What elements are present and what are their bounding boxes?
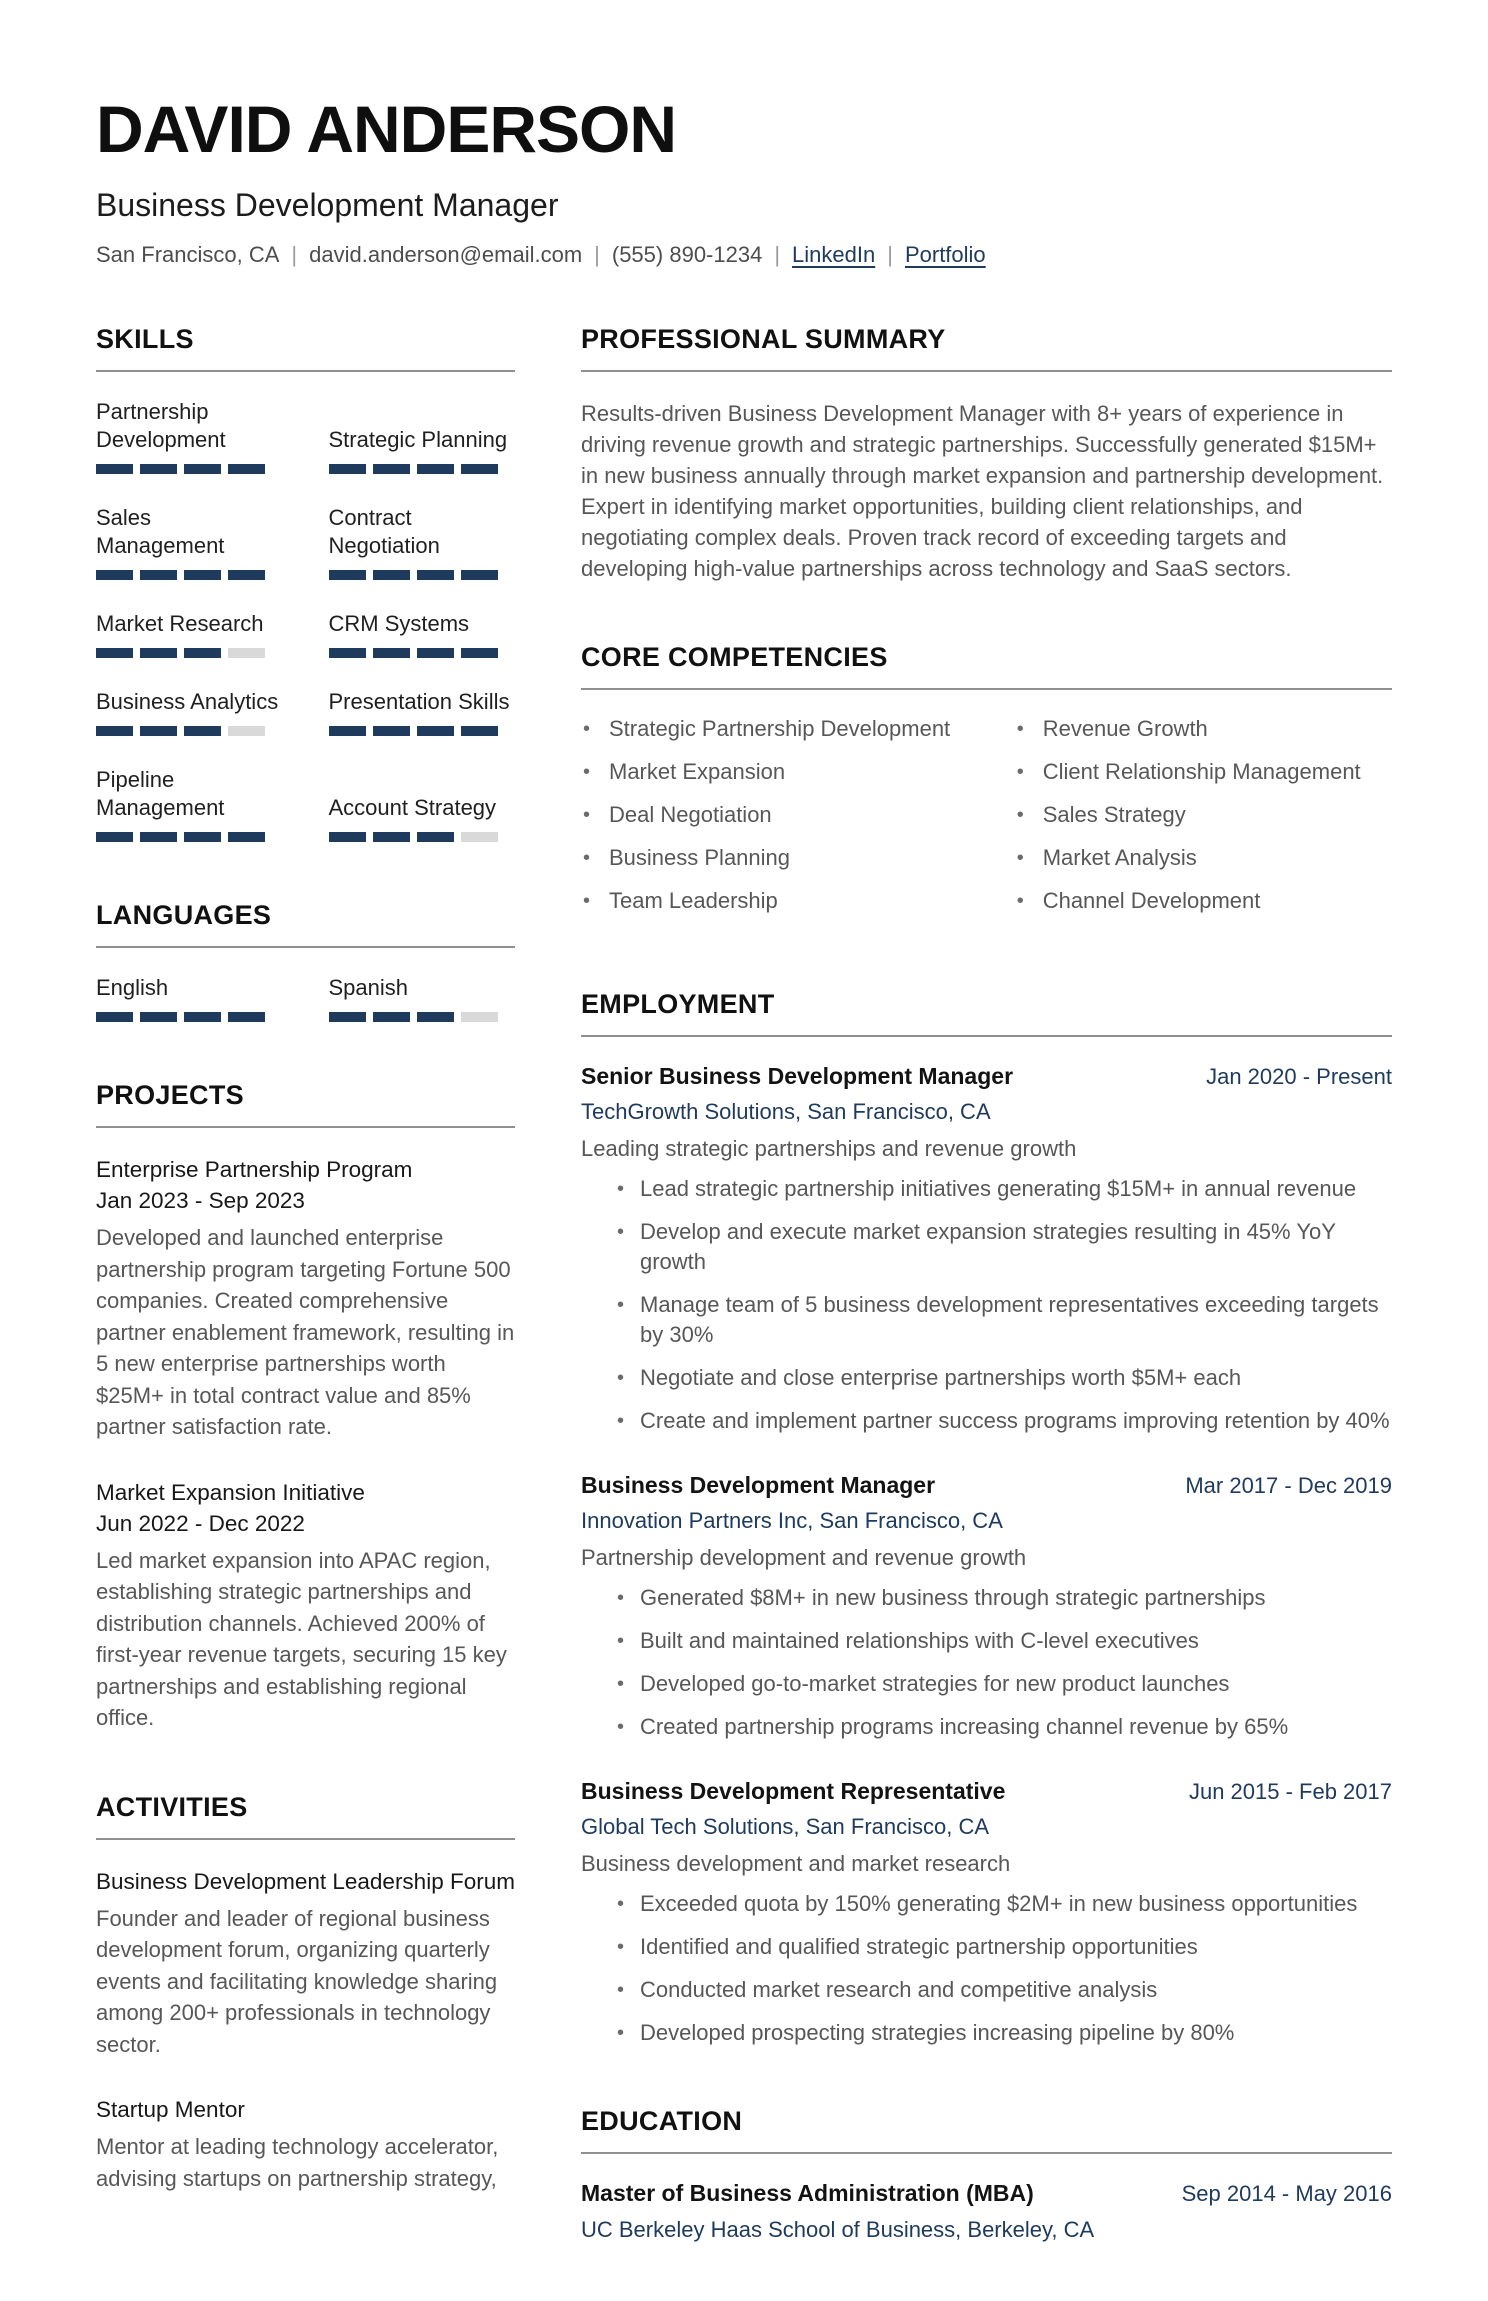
bar-segment-filled [96, 464, 133, 474]
bar-segment-filled [329, 570, 366, 580]
bar-segment-filled [184, 832, 221, 842]
bar-segment-empty [228, 726, 265, 736]
job-bullet: • Identified and qualified strategic partnership opportunities [581, 1932, 1392, 1962]
education-section [581, 2106, 1392, 2243]
activity-item [96, 1866, 515, 2061]
resume-header [96, 92, 1392, 268]
job-bullet: • Exceeded quota by 150% generating $2M+ in new business opportunities [581, 1889, 1392, 1919]
contact-location: San Francisco, CA [96, 242, 280, 268]
bar-segment-filled [461, 726, 498, 736]
job-bullet-list [581, 1583, 1392, 1742]
skill-item: Account Strategy [329, 794, 516, 842]
linkedin-link[interactable]: LinkedIn [792, 242, 876, 268]
job-dates: Jan 2020 - Present [1206, 1064, 1392, 1090]
bar-segment-filled [329, 648, 366, 658]
education-section-title: EDUCATION [581, 2106, 743, 2137]
bar-segment-filled [184, 464, 221, 474]
activity-item [96, 2094, 515, 2194]
activity-name: Startup Mentor [96, 2097, 245, 2123]
job-bullet: • Manage team of 5 business development representatives exceeding targets by 30% [581, 1290, 1392, 1350]
skill-level-bar [329, 464, 516, 474]
bar-segment-filled [96, 1012, 133, 1022]
section-divider [96, 1838, 515, 1840]
projects-section [96, 1080, 515, 1734]
skill-item: Presentation Skills [329, 688, 516, 736]
bar-segment-filled [461, 648, 498, 658]
bar-segment-filled [184, 570, 221, 580]
skill-item: Partnership Development [96, 398, 283, 474]
job-headline: Business Development Manager [96, 187, 559, 224]
job-company: Innovation Partners Inc, San Francisco, CA [581, 1508, 1003, 1534]
job-entry [581, 1778, 1392, 2048]
job-bullet: • Negotiate and close enterprise partnerships worth $5M+ each [581, 1363, 1392, 1393]
job-summary: Business development and market research [581, 1851, 1011, 1877]
employment-section-title: EMPLOYMENT [581, 989, 775, 1020]
competency-item: • Market Expansion [581, 759, 985, 785]
activity-description: Mentor at leading technology accelerator, advising startups on partnership strategy, [96, 2134, 499, 2191]
job-bullet-list [581, 1889, 1392, 2048]
bar-segment-filled [373, 832, 410, 842]
job-title: Business Development Representative [581, 1778, 1006, 1805]
bar-segment-empty [461, 832, 498, 842]
separator: | [291, 242, 298, 268]
job-company: TechGrowth Solutions, San Francisco, CA [581, 1099, 991, 1125]
job-bullet: • Conducted market research and competitive analysis [581, 1975, 1392, 2005]
skill-item: Contract Negotiation [329, 504, 516, 580]
bar-segment-filled [417, 570, 454, 580]
skill-item: Sales Management [96, 504, 283, 580]
language-level-bar [96, 1012, 283, 1022]
bar-segment-filled [96, 832, 133, 842]
bar-segment-filled [140, 832, 177, 842]
bar-segment-filled [373, 464, 410, 474]
portfolio-link[interactable]: Portfolio [904, 242, 986, 268]
contact-email: david.anderson@email.com [309, 242, 583, 268]
skill-level-bar [329, 648, 516, 658]
section-divider [96, 1126, 515, 1128]
skills-grid [96, 398, 515, 842]
section-divider [581, 370, 1392, 372]
education-degree: Master of Business Administration (MBA) [581, 2180, 1034, 2207]
competency-item: • Deal Negotiation [581, 802, 985, 828]
job-header [581, 1472, 1392, 1499]
skill-level-bar [96, 726, 283, 736]
page-title: DAVID ANDERSON [96, 92, 677, 166]
main-column [581, 324, 1392, 2301]
competency-item: • Market Analysis [1015, 845, 1392, 871]
competency-item: • Channel Development [1015, 888, 1392, 914]
summary-text: Results-driven Business Development Manager with 8+ years of experience in driving revenue growth and strategic partnerships. Successfully generated $15M+ in new business annually through market expansion and partnership development. Expert in identifying market opportunities, building client relationships, and negotiating complex deals. Proven track record of exceeding targets and developing high-value partnerships across technology and SaaS sectors. [581, 401, 1384, 582]
project-description: Led market expansion into APAC region, establishing strategic partnerships and distribution channels. Achieved 200% of first-year revenue targets, securing 15 key partnerships and establishing regional office. [96, 1547, 507, 1731]
education-entry [581, 2180, 1392, 2243]
education-header [581, 2180, 1392, 2207]
skill-level-bar [96, 832, 283, 842]
competency-item: • Client Relationship Management [1015, 759, 1392, 785]
bar-segment-filled [417, 1012, 454, 1022]
competencies-section [581, 642, 1392, 931]
project-item [96, 1477, 515, 1734]
language-item: Spanish [329, 974, 516, 1022]
section-divider [581, 1035, 1392, 1037]
sidebar-column [96, 324, 515, 2301]
projects-section-title: PROJECTS [96, 1080, 244, 1111]
skill-level-bar [96, 648, 283, 658]
job-title: Senior Business Development Manager [581, 1063, 1014, 1090]
project-name: Enterprise Partnership Program [96, 1157, 413, 1183]
separator: | [594, 242, 600, 268]
project-description: Developed and launched enterprise partnership program targeting Fortune 500 companies. Created comprehensive partner enablement framework, resulting in 5 new enterprise partnerships worth $25M+ in total contract value and 85% partner satisfaction rate. [96, 1225, 515, 1440]
bar-segment-filled [96, 726, 133, 736]
job-header [581, 1063, 1392, 1090]
languages-section [96, 900, 515, 1022]
skill-level-bar [329, 570, 516, 580]
bar-segment-filled [184, 648, 221, 658]
bar-segment-filled [228, 464, 265, 474]
skill-level-bar [329, 832, 516, 842]
bar-segment-filled [373, 726, 410, 736]
employment-section [581, 989, 1392, 2048]
job-entry [581, 1063, 1392, 1436]
competencies-grid [581, 716, 1392, 931]
bar-segment-filled [417, 464, 454, 474]
job-bullet: • Developed prospecting strategies increasing pipeline by 80% [581, 2018, 1392, 2048]
bar-segment-filled [184, 726, 221, 736]
bar-segment-filled [329, 832, 366, 842]
bar-segment-filled [373, 648, 410, 658]
bar-segment-empty [228, 648, 265, 658]
bar-segment-filled [461, 570, 498, 580]
skill-level-bar [96, 570, 283, 580]
activity-description: Founder and leader of regional business development forum, organizing quarterly events and facilitating knowledge sharing among 200+ professionals in technology sector. [96, 1905, 498, 2057]
bar-segment-filled [329, 1012, 366, 1022]
bar-segment-filled [228, 832, 265, 842]
bar-segment-filled [228, 570, 265, 580]
bar-segment-empty [461, 1012, 498, 1022]
languages-grid [96, 974, 515, 1022]
bar-segment-filled [417, 726, 454, 736]
competency-item: • Team Leadership [581, 888, 985, 914]
bar-segment-filled [140, 648, 177, 658]
skill-level-bar [329, 726, 516, 736]
job-title: Business Development Manager [581, 1472, 936, 1499]
bar-segment-filled [184, 1012, 221, 1022]
education-dates: Sep 2014 - May 2016 [1181, 2181, 1392, 2207]
bar-segment-filled [417, 648, 454, 658]
bar-segment-filled [140, 726, 177, 736]
language-level-bar [329, 1012, 516, 1022]
job-bullet: • Developed go-to-market strategies for new product launches [581, 1669, 1392, 1699]
job-summary: Leading strategic partnerships and revenue growth [581, 1136, 1077, 1162]
competencies-col-2 [1015, 716, 1392, 931]
bar-segment-filled [461, 464, 498, 474]
section-divider [96, 370, 515, 372]
job-summary: Partnership development and revenue growth [581, 1545, 1027, 1571]
bar-segment-filled [140, 570, 177, 580]
job-dates: Jun 2015 - Feb 2017 [1188, 1779, 1392, 1805]
competencies-section-title: CORE COMPETENCIES [581, 642, 888, 673]
skill-item: CRM Systems [329, 610, 516, 658]
bar-segment-filled [96, 570, 133, 580]
skill-level-bar [96, 464, 283, 474]
bar-segment-filled [373, 1012, 410, 1022]
language-item: English [96, 974, 283, 1022]
education-school: UC Berkeley Haas School of Business, Berkeley, CA [581, 2217, 1095, 2243]
job-entry [581, 1472, 1392, 1742]
competency-item: • Business Planning [581, 845, 985, 871]
job-bullet-list [581, 1174, 1392, 1436]
bar-segment-filled [417, 832, 454, 842]
bar-segment-filled [373, 570, 410, 580]
competencies-col-1 [581, 716, 985, 931]
competency-item: • Sales Strategy [1015, 802, 1392, 828]
bar-segment-filled [140, 1012, 177, 1022]
job-dates: Mar 2017 - Dec 2019 [1185, 1473, 1392, 1499]
job-bullet: • Develop and execute market expansion strategies resulting in 45% YoY growth [581, 1217, 1392, 1277]
activity-name: Business Development Leadership Forum [96, 1868, 515, 1894]
summary-section-title: PROFESSIONAL SUMMARY [581, 324, 946, 355]
bar-segment-filled [140, 464, 177, 474]
skill-item: Business Analytics [96, 688, 283, 736]
contact-phone: (555) 890-1234 [611, 242, 763, 268]
job-bullet: • Built and maintained relationships with C-level executives [581, 1626, 1392, 1656]
section-divider [581, 688, 1392, 690]
skills-section [96, 324, 515, 842]
project-name: Market Expansion Initiative [96, 1479, 365, 1505]
project-item [96, 1154, 515, 1443]
bar-segment-filled [329, 464, 366, 474]
skill-item: Pipeline Management [96, 766, 283, 842]
job-company: Global Tech Solutions, San Francisco, CA [581, 1814, 990, 1840]
separator: | [887, 242, 893, 268]
job-bullet: • Create and implement partner success programs improving retention by 40% [581, 1406, 1392, 1436]
contact-line [96, 242, 1392, 268]
section-divider [581, 2152, 1392, 2154]
skill-item: Market Research [96, 610, 283, 658]
competency-item: • Revenue Growth [1015, 716, 1392, 742]
competency-item: • Strategic Partnership Development [581, 716, 985, 742]
skills-section-title: SKILLS [96, 324, 194, 355]
activities-section [96, 1792, 515, 2195]
job-bullet: • Created partnership programs increasing channel revenue by 65% [581, 1712, 1392, 1742]
bar-segment-filled [329, 726, 366, 736]
activities-section-title: ACTIVITIES [96, 1791, 248, 1822]
project-dates: Jun 2022 - Dec 2022 [96, 1510, 305, 1536]
bar-segment-filled [228, 1012, 265, 1022]
bar-segment-filled [96, 648, 133, 658]
languages-section-title: LANGUAGES [96, 900, 272, 931]
skill-item: Strategic Planning [329, 426, 516, 474]
job-bullet: • Generated $8M+ in new business through strategic partnerships [581, 1583, 1392, 1613]
job-header [581, 1778, 1392, 1805]
summary-section [581, 324, 1392, 584]
section-divider [96, 946, 515, 948]
project-dates: Jan 2023 - Sep 2023 [96, 1188, 305, 1214]
separator: | [774, 242, 781, 268]
job-bullet: • Lead strategic partnership initiatives generating $15M+ in annual revenue [581, 1174, 1392, 1204]
